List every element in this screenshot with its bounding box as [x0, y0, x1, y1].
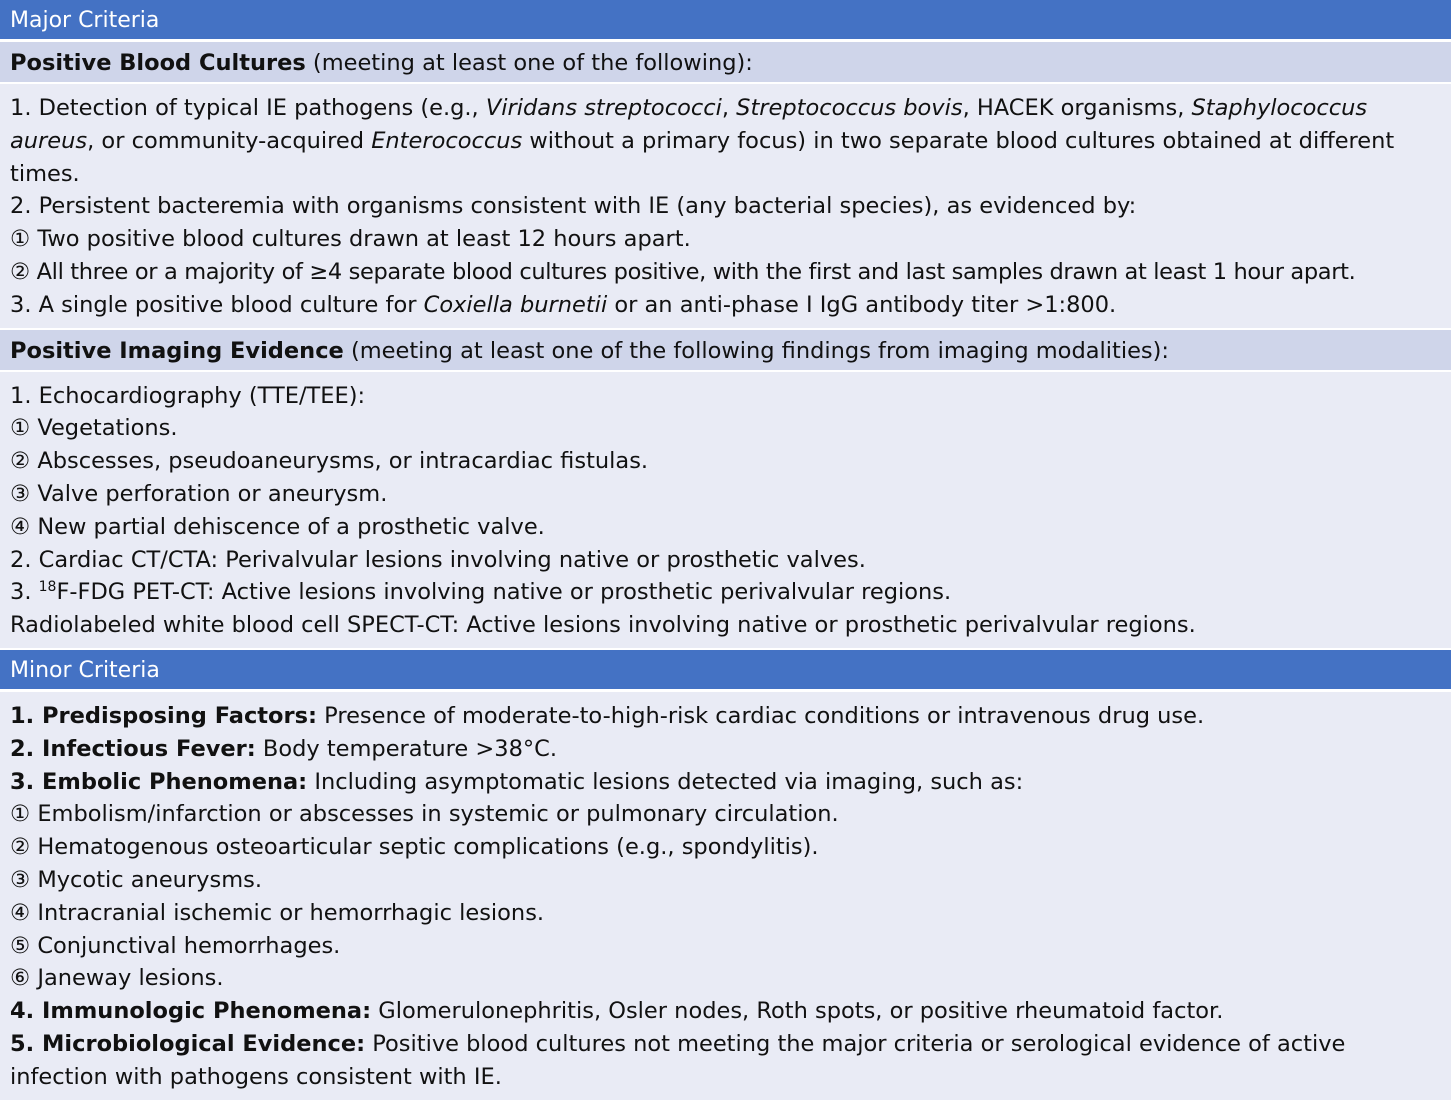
minor-item-1: 1. Predisposing Factors: Presence of moderate-to-high-risk cardiac conditions or intravenous drug use. — [10, 702, 1205, 729]
blood-item-2-sub-1: ① Two positive blood cultures drawn at least 12 hours apart. — [10, 226, 691, 253]
blood-item-2-sub-2: ② All three or a majority of ≥4 separate blood cultures positive, with the first and last samples drawn at least 1 hour apart. — [10, 258, 1356, 285]
minor-item-3: 3. Embolic Phenomena: Including asymptomatic lesions detected via imaging, such as: — [10, 768, 1024, 795]
blood-cultures-title: Positive Blood Cultures — [10, 50, 306, 76]
blood-cultures-heading — [0, 42, 1451, 84]
blood-item-3: 3. A single positive blood culture for Coxiella burnetii or an anti-phase I IgG antibody titer >1:800. — [10, 291, 1117, 318]
major-criteria-header: Major Criteria — [0, 0, 1451, 42]
minor-criteria-body — [0, 692, 1451, 1100]
imaging-item-1-sub-2: ② Abscesses, pseudoaneurysms, or intracardiac fistulas. — [10, 448, 649, 475]
imaging-item-1-sub-4: ④ New partial dehiscence of a prosthetic valve. — [10, 513, 545, 540]
imaging-subtitle: (meeting at least one of the following findings from imaging modalities): — [343, 337, 1170, 364]
embolic-sub-3: ③ Mycotic aneurysms. — [10, 866, 263, 893]
blood-item-2: 2. Persistent bacteremia with organisms consistent with IE (any bacterial species), as evidenced by: — [10, 193, 1137, 220]
minor-item-4: 4. Immunologic Phenomena: Glomerulonephritis, Osler nodes, Roth spots, or positive rheumatoid factor. — [10, 998, 1224, 1025]
imaging-heading — [0, 330, 1451, 372]
minor-item-2: 2. Infectious Fever: Body temperature >38°C. — [10, 735, 558, 762]
imaging-item-2: 2. Cardiac CT/CTA: Perivalvular lesions involving native or prosthetic valves. — [10, 546, 866, 573]
imaging-item-1-sub-3: ③ Valve perforation or aneurysm. — [10, 480, 388, 507]
imaging-item-3: 3. $^{18}$F-FDG PET-CT: Active lesions involving native or prosthetic perivalvular regions. — [10, 579, 952, 606]
embolic-sub-1: ① Embolism/infarction or abscesses in systemic or pulmonary circulation. — [10, 801, 839, 828]
blood-cultures-body — [0, 84, 1451, 330]
embolic-sub-4: ④ Intracranial ischemic or hemorrhagic lesions. — [10, 899, 545, 926]
imaging-title: Positive Imaging Evidence — [10, 337, 344, 364]
minor-criteria-header: Minor Criteria — [0, 650, 1451, 692]
embolic-sub-2: ② Hematogenous osteoarticular septic complications (e.g., spondylitis). — [10, 834, 819, 861]
imaging-item-1-sub-1: ① Vegetations. — [10, 415, 178, 442]
embolic-sub-5: ⑤ Conjunctival hemorrhages. — [10, 932, 341, 959]
imaging-item-1: 1. Echocardiography (TTE/TEE): — [10, 382, 366, 409]
blood-item-1: 1. Detection of typical IE pathogens (e.g., Viridans streptococci, Streptococcus bovis, HACEK organisms, Staphylococcus aureus, or community-acquired Enterococcus without a primary focus) in two separate blood cultures obtained at different times. — [10, 95, 1395, 187]
blood-cultures-subtitle: (meeting at least one of the following): — [305, 50, 753, 76]
embolic-sub-6: ⑥ Janeway lesions. — [10, 965, 224, 992]
imaging-item-4: Radiolabeled white blood cell SPECT-CT: Active lesions involving native or prosthetic perivalvular regions. — [10, 612, 1196, 639]
imaging-body — [0, 372, 1451, 650]
minor-item-5: 5. Microbiological Evidence: Positive blood cultures not meeting the major criteria or serological evidence of active infection with pathogens consistent with IE. — [10, 1030, 1346, 1090]
